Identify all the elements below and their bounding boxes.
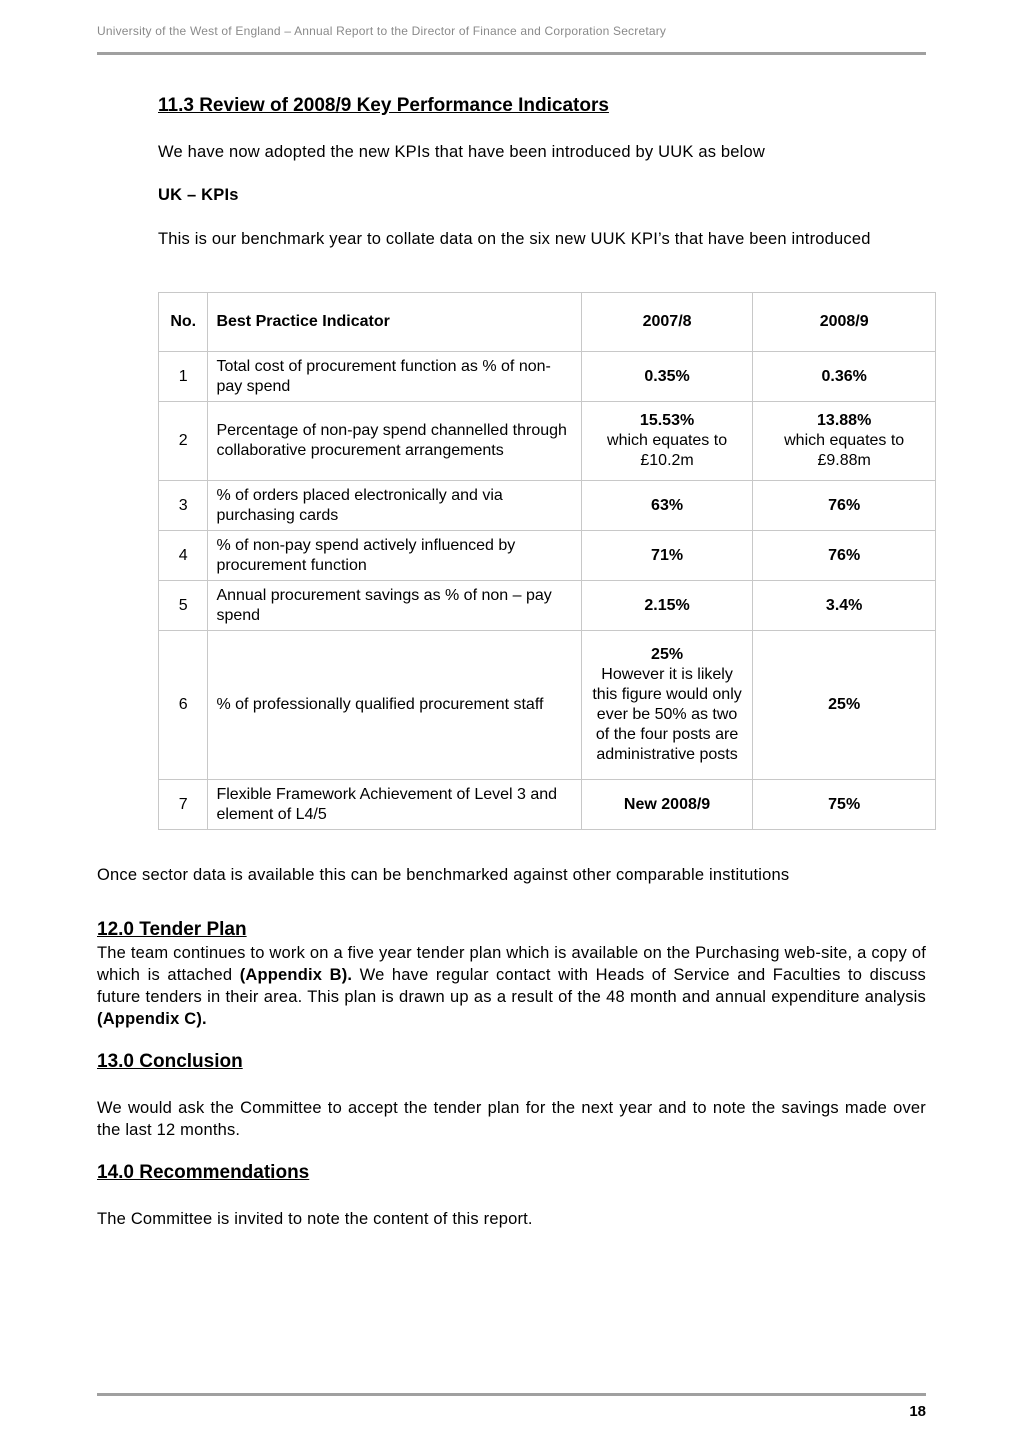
footer-rule (97, 1393, 926, 1396)
value-2007-8: 25% (651, 646, 684, 663)
cell-no (159, 631, 208, 780)
table-row (159, 481, 936, 531)
cell-indicator (208, 631, 581, 780)
cell-indicator (208, 780, 581, 830)
col-header-no: No. (159, 293, 208, 352)
indicator-text: Total cost of procurement function as % of non-pay spend (216, 357, 551, 395)
tender-text-a: The team continues to work on a five year tender plan which is available on the Purchasing web-site, a copy of which is attached (97, 944, 926, 984)
header-rule (97, 52, 926, 55)
cell-indicator (208, 402, 581, 481)
row-number: 2 (178, 432, 188, 449)
cell-2008-9 (753, 352, 936, 402)
appendix-c-ref: (Appendix C). (97, 1010, 207, 1028)
kpi-subheading: UK – KPIs (158, 186, 239, 204)
value-2007-8: New 2008/9 (623, 795, 711, 813)
tender-text-b: We have regular contact with Heads of Service and Faculties to discuss future tenders in their area. This plan is drawn up as a result of the 48 month and annual expenditure analysis (97, 966, 926, 1006)
cell-2007-8 (581, 581, 753, 631)
page-number: 18 (909, 1403, 926, 1420)
cell-indicator (208, 531, 581, 581)
cell-2007-8 (581, 352, 753, 402)
row-number: 1 (178, 367, 188, 385)
table-row (159, 631, 936, 780)
col-header-2007-8: 2007/8 (581, 293, 753, 352)
note-2007-8: which equates to £10.2m (607, 432, 728, 469)
value-2008-9: 13.88% (817, 412, 872, 429)
table-row (159, 352, 936, 402)
value-2007-8: 0.35% (644, 367, 690, 385)
value-2007-8: 63% (651, 496, 684, 514)
col-header-indicator: Best Practice Indicator (208, 293, 581, 352)
cell-no (159, 531, 208, 581)
value-2008-9: 76% (828, 546, 861, 564)
value-2007-8: 15.53% (639, 412, 695, 429)
row-number: 7 (178, 795, 188, 813)
cell-2007-8 (581, 780, 753, 830)
section-12-heading: 12.0 Tender Plan (97, 919, 247, 940)
after-table-text: Once sector data is available this can be benchmarked against other comparable institutions (97, 866, 790, 884)
section-14-text: The Committee is invited to note the content of this report. (97, 1210, 533, 1228)
indicator-text: Flexible Framework Achievement of Level 3 and element of L4/5 (216, 785, 558, 823)
row-number: 6 (178, 696, 188, 713)
table-row (159, 780, 936, 830)
cell-no (159, 352, 208, 402)
section-11-3-intro: We have now adopted the new KPIs that have been introduced by UUK as below (158, 143, 766, 161)
table-row (159, 531, 936, 581)
cell-2007-8 (581, 402, 753, 481)
note-2008-9: which equates to £9.88m (784, 432, 905, 469)
value-2008-9: 25% (828, 696, 861, 713)
note-2007-8: However it is likely this figure would only ever be 50% as two of the four posts are administrative posts (592, 666, 742, 763)
indicator-text: % of non-pay spend actively influenced by procurement function (216, 536, 516, 574)
cell-2007-8 (581, 481, 753, 531)
indicator-text: % of professionally qualified procurement staff (216, 696, 544, 713)
value-2008-9: 76% (828, 496, 861, 514)
cell-2007-8 (581, 531, 753, 581)
cell-no (159, 581, 208, 631)
cell-indicator (208, 352, 581, 402)
kpi-table (158, 292, 936, 830)
cell-2007-8 (581, 631, 753, 780)
value-2007-8: 71% (651, 546, 684, 564)
section-14-heading: 14.0 Recommendations (97, 1162, 310, 1183)
value-2008-9: 75% (828, 795, 861, 813)
cell-2008-9 (753, 581, 936, 631)
benchmark-text: This is our benchmark year to collate data on the six new UUK KPI’s that have been introduced (158, 230, 871, 248)
col-header-2008-9: 2008/9 (753, 293, 936, 352)
cell-no (159, 780, 208, 830)
cell-2008-9 (753, 402, 936, 481)
value-2008-9: 0.36% (821, 367, 867, 385)
row-number: 5 (178, 596, 188, 614)
cell-no (159, 402, 208, 481)
row-number: 4 (178, 546, 188, 564)
value-2008-9: 3.4% (825, 596, 863, 614)
indicator-text: Annual procurement savings as % of non – pay spend (216, 586, 552, 624)
cell-indicator (208, 481, 581, 531)
kpi-table-header-row (159, 293, 936, 352)
section-13-heading: 13.0 Conclusion (97, 1051, 243, 1072)
cell-indicator (208, 581, 581, 631)
cell-2008-9 (753, 481, 936, 531)
section-13-text: We would ask the Committee to accept the tender plan for the next year and to note the savings made over the last 12 months. (97, 1099, 926, 1139)
section-11-3-heading: 11.3 Review of 2008/9 Key Performance Indicators (158, 95, 609, 116)
cell-2008-9 (753, 780, 936, 830)
value-2007-8: 2.15% (644, 596, 690, 614)
appendix-b-ref: (Appendix B). (239, 966, 353, 984)
running-header: University of the West of England – Annual Report to the Director of Finance and Corporation Secretary (97, 24, 667, 38)
row-number: 3 (178, 496, 188, 514)
indicator-text: Percentage of non-pay spend channelled through collaborative procurement arrangements (216, 422, 567, 459)
cell-2008-9 (753, 531, 936, 581)
cell-no (159, 481, 208, 531)
table-row (159, 402, 936, 481)
cell-2008-9 (753, 631, 936, 780)
indicator-text: % of orders placed electronically and via purchasing cards (216, 486, 503, 524)
section-12-text (97, 942, 926, 1030)
table-row (159, 581, 936, 631)
